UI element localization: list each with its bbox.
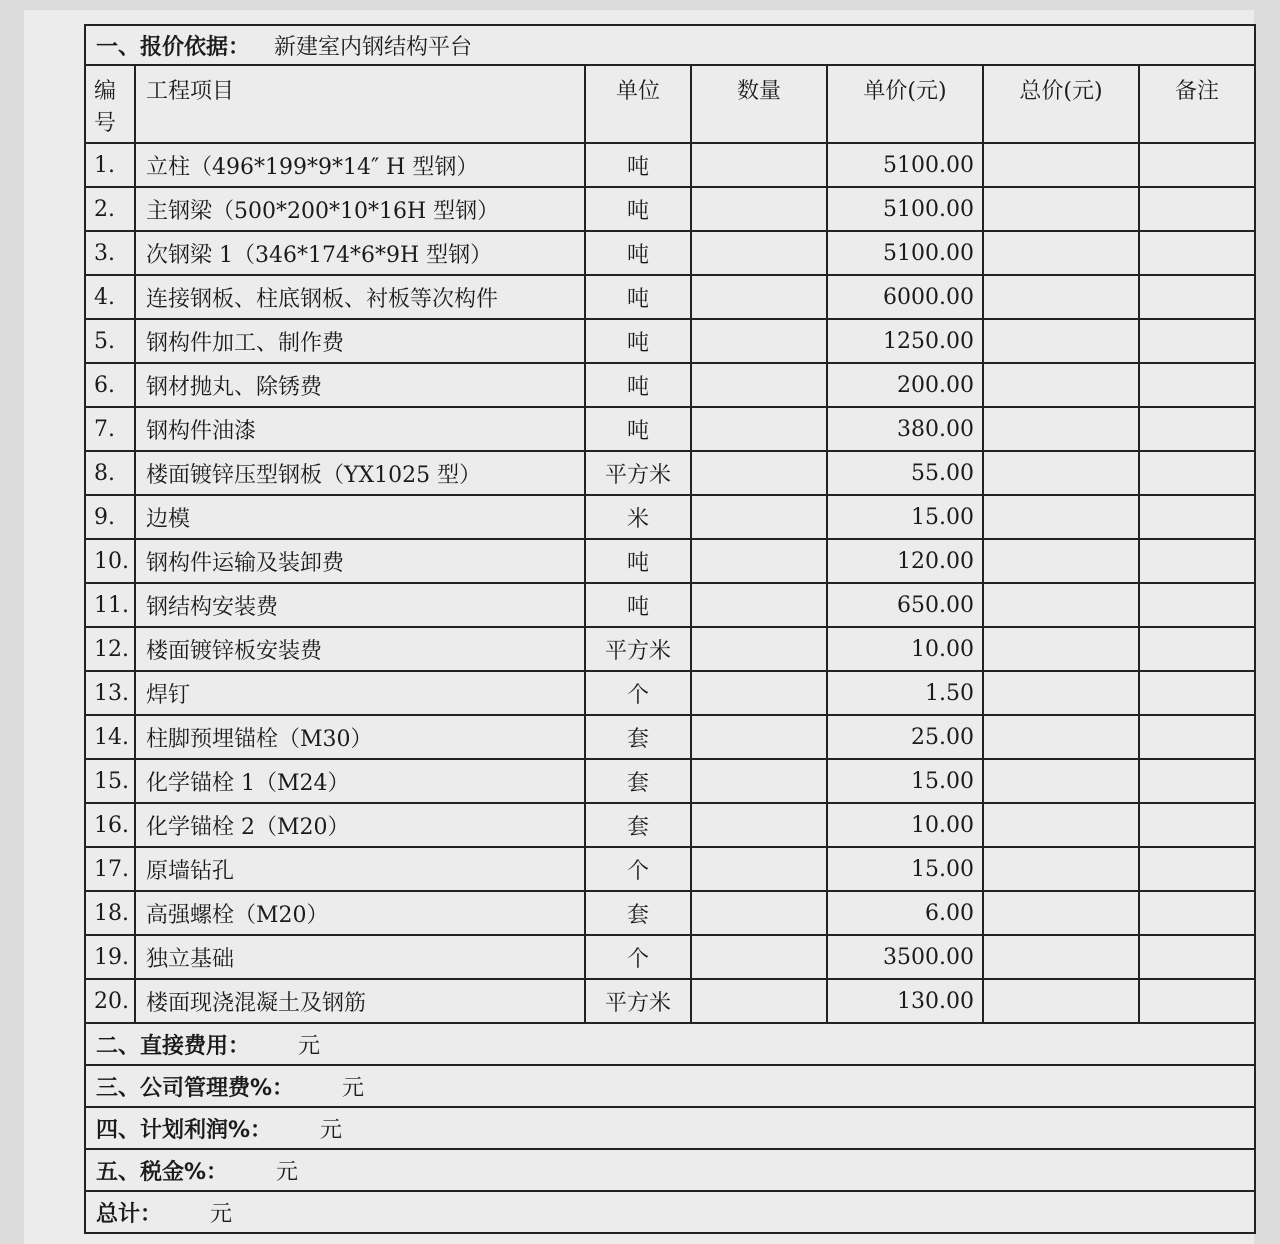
row-unit: 平方米	[585, 627, 691, 671]
row-qty	[691, 275, 827, 319]
summary-row	[85, 1191, 1255, 1233]
row-price: 1.50	[827, 671, 983, 715]
row-qty	[691, 451, 827, 495]
row-item: 楼面镀锌板安装费	[135, 627, 585, 671]
row-remark	[1139, 979, 1255, 1023]
row-price: 10.00	[827, 803, 983, 847]
row-unit: 个	[585, 847, 691, 891]
row-price: 3500.00	[827, 935, 983, 979]
table-row	[85, 363, 1255, 407]
table-row	[85, 187, 1255, 231]
table-row	[85, 407, 1255, 451]
row-item: 边模	[135, 495, 585, 539]
row-qty	[691, 319, 827, 363]
row-item: 钢构件加工、制作费	[135, 319, 585, 363]
row-price: 1250.00	[827, 319, 983, 363]
row-no: 15.	[85, 759, 135, 803]
basis-row	[85, 25, 1255, 65]
row-remark	[1139, 495, 1255, 539]
row-item: 立柱（496*199*9*14″ H 型钢）	[135, 143, 585, 187]
summary-cell	[85, 1149, 1255, 1191]
row-price: 5100.00	[827, 143, 983, 187]
row-qty	[691, 759, 827, 803]
row-total	[983, 891, 1139, 935]
row-qty	[691, 671, 827, 715]
row-no: 17.	[85, 847, 135, 891]
summary-unit: 元	[320, 1117, 343, 1143]
row-item: 高强螺栓（M20）	[135, 891, 585, 935]
row-unit: 套	[585, 715, 691, 759]
row-item: 化学锚栓 1（M24）	[135, 759, 585, 803]
row-no: 4.	[85, 275, 135, 319]
row-item: 焊钉	[135, 671, 585, 715]
summary-unit: 元	[210, 1201, 233, 1227]
row-price: 5100.00	[827, 231, 983, 275]
table-row	[85, 715, 1255, 759]
row-remark	[1139, 847, 1255, 891]
row-price: 25.00	[827, 715, 983, 759]
row-no: 18.	[85, 891, 135, 935]
table-row	[85, 583, 1255, 627]
row-unit: 吨	[585, 407, 691, 451]
row-item: 楼面现浇混凝土及钢筋	[135, 979, 585, 1023]
row-total	[983, 275, 1139, 319]
row-item: 钢结构安装费	[135, 583, 585, 627]
row-no: 13.	[85, 671, 135, 715]
summary-row	[85, 1149, 1255, 1191]
row-qty	[691, 935, 827, 979]
row-item: 钢构件运输及装卸费	[135, 539, 585, 583]
row-qty	[691, 363, 827, 407]
row-no: 19.	[85, 935, 135, 979]
summary-label: 二、直接费用：	[96, 1033, 251, 1059]
row-remark	[1139, 671, 1255, 715]
header-qty: 数量	[691, 65, 827, 143]
row-unit: 吨	[585, 187, 691, 231]
row-no: 9.	[85, 495, 135, 539]
header-remark: 备注	[1139, 65, 1255, 143]
summary-label: 总计：	[96, 1201, 163, 1227]
summary-cell	[85, 1065, 1255, 1107]
header-row	[85, 65, 1255, 143]
row-remark	[1139, 451, 1255, 495]
table-row	[85, 231, 1255, 275]
table-row	[85, 627, 1255, 671]
row-remark	[1139, 143, 1255, 187]
row-no: 12.	[85, 627, 135, 671]
row-unit: 套	[585, 891, 691, 935]
basis-label: 一、报价依据：	[96, 34, 251, 60]
row-total	[983, 803, 1139, 847]
row-price: 5100.00	[827, 187, 983, 231]
table-row	[85, 935, 1255, 979]
row-unit: 吨	[585, 539, 691, 583]
summary-unit: 元	[342, 1075, 365, 1101]
row-item: 原墙钻孔	[135, 847, 585, 891]
row-unit: 吨	[585, 583, 691, 627]
row-remark	[1139, 187, 1255, 231]
table-row	[85, 275, 1255, 319]
row-qty	[691, 143, 827, 187]
table-row	[85, 891, 1255, 935]
row-total	[983, 935, 1139, 979]
summary-label: 五、税金%：	[96, 1159, 229, 1185]
row-total	[983, 583, 1139, 627]
row-qty	[691, 891, 827, 935]
row-unit: 平方米	[585, 979, 691, 1023]
row-qty	[691, 847, 827, 891]
row-no: 8.	[85, 451, 135, 495]
row-total	[983, 671, 1139, 715]
row-price: 200.00	[827, 363, 983, 407]
row-total	[983, 363, 1139, 407]
row-total	[983, 451, 1139, 495]
row-price: 650.00	[827, 583, 983, 627]
summary-label: 四、计划利润%：	[96, 1117, 273, 1143]
row-no: 11.	[85, 583, 135, 627]
row-price: 380.00	[827, 407, 983, 451]
row-total	[983, 627, 1139, 671]
row-price: 6.00	[827, 891, 983, 935]
row-no: 2.	[85, 187, 135, 231]
row-unit: 吨	[585, 231, 691, 275]
row-qty	[691, 979, 827, 1023]
row-total	[983, 539, 1139, 583]
row-qty	[691, 539, 827, 583]
row-unit: 个	[585, 935, 691, 979]
row-remark	[1139, 407, 1255, 451]
summary-cell	[85, 1107, 1255, 1149]
basis-cell	[85, 25, 1255, 65]
summary-unit: 元	[298, 1033, 321, 1059]
row-price: 10.00	[827, 627, 983, 671]
row-remark	[1139, 759, 1255, 803]
summary-label: 三、公司管理费%：	[96, 1075, 295, 1101]
row-no: 6.	[85, 363, 135, 407]
row-item: 楼面镀锌压型钢板（YX1025 型）	[135, 451, 585, 495]
row-total	[983, 187, 1139, 231]
table-row	[85, 451, 1255, 495]
row-item: 连接钢板、柱底钢板、衬板等次构件	[135, 275, 585, 319]
table-row	[85, 847, 1255, 891]
row-total	[983, 759, 1139, 803]
header-total: 总价(元)	[983, 65, 1139, 143]
row-no: 7.	[85, 407, 135, 451]
row-remark	[1139, 363, 1255, 407]
row-no: 5.	[85, 319, 135, 363]
row-remark	[1139, 627, 1255, 671]
row-total	[983, 979, 1139, 1023]
summary-row	[85, 1023, 1255, 1065]
row-item: 柱脚预埋锚栓（M30）	[135, 715, 585, 759]
row-no: 14.	[85, 715, 135, 759]
table-row	[85, 319, 1255, 363]
table-row	[85, 979, 1255, 1023]
table-row	[85, 671, 1255, 715]
row-price: 120.00	[827, 539, 983, 583]
summary-unit: 元	[276, 1159, 299, 1185]
row-item: 化学锚栓 2（M20）	[135, 803, 585, 847]
row-unit: 吨	[585, 143, 691, 187]
row-remark	[1139, 539, 1255, 583]
summary-cell	[85, 1191, 1255, 1233]
row-remark	[1139, 935, 1255, 979]
row-remark	[1139, 583, 1255, 627]
row-remark	[1139, 803, 1255, 847]
table-row	[85, 759, 1255, 803]
summary-cell	[85, 1023, 1255, 1065]
row-qty	[691, 407, 827, 451]
row-total	[983, 231, 1139, 275]
row-qty	[691, 583, 827, 627]
row-total	[983, 407, 1139, 451]
row-item: 主钢梁（500*200*10*16H 型钢）	[135, 187, 585, 231]
row-unit: 吨	[585, 275, 691, 319]
row-item: 独立基础	[135, 935, 585, 979]
row-price: 130.00	[827, 979, 983, 1023]
header-item: 工程项目	[135, 65, 585, 143]
row-total	[983, 847, 1139, 891]
row-qty	[691, 627, 827, 671]
table-row	[85, 495, 1255, 539]
row-price: 15.00	[827, 759, 983, 803]
row-unit: 吨	[585, 319, 691, 363]
row-qty	[691, 803, 827, 847]
row-no: 1.	[85, 143, 135, 187]
row-price: 15.00	[827, 495, 983, 539]
row-remark	[1139, 715, 1255, 759]
row-no: 10.	[85, 539, 135, 583]
row-price: 55.00	[827, 451, 983, 495]
row-qty	[691, 231, 827, 275]
header-no: 编号	[85, 65, 135, 143]
summary-row	[85, 1107, 1255, 1149]
table-row	[85, 803, 1255, 847]
row-remark	[1139, 231, 1255, 275]
row-remark	[1139, 891, 1255, 935]
row-item: 次钢梁 1（346*174*6*9H 型钢）	[135, 231, 585, 275]
quotation-sheet	[24, 10, 1254, 1244]
summary-row	[85, 1065, 1255, 1107]
row-price: 6000.00	[827, 275, 983, 319]
row-item: 钢材抛丸、除锈费	[135, 363, 585, 407]
row-no: 16.	[85, 803, 135, 847]
row-item: 钢构件油漆	[135, 407, 585, 451]
row-unit: 吨	[585, 363, 691, 407]
table-row	[85, 539, 1255, 583]
row-qty	[691, 495, 827, 539]
row-qty	[691, 715, 827, 759]
row-unit: 米	[585, 495, 691, 539]
row-remark	[1139, 275, 1255, 319]
quotation-table	[84, 24, 1256, 1234]
row-total	[983, 715, 1139, 759]
row-price: 15.00	[827, 847, 983, 891]
row-qty	[691, 187, 827, 231]
row-unit: 套	[585, 759, 691, 803]
header-unit: 单位	[585, 65, 691, 143]
row-no: 20.	[85, 979, 135, 1023]
row-remark	[1139, 319, 1255, 363]
row-total	[983, 319, 1139, 363]
row-unit: 个	[585, 671, 691, 715]
basis-value: 新建室内钢结构平台	[274, 34, 473, 60]
row-unit: 平方米	[585, 451, 691, 495]
row-unit: 套	[585, 803, 691, 847]
row-no: 3.	[85, 231, 135, 275]
header-price: 单价(元)	[827, 65, 983, 143]
row-total	[983, 495, 1139, 539]
row-total	[983, 143, 1139, 187]
table-row	[85, 143, 1255, 187]
